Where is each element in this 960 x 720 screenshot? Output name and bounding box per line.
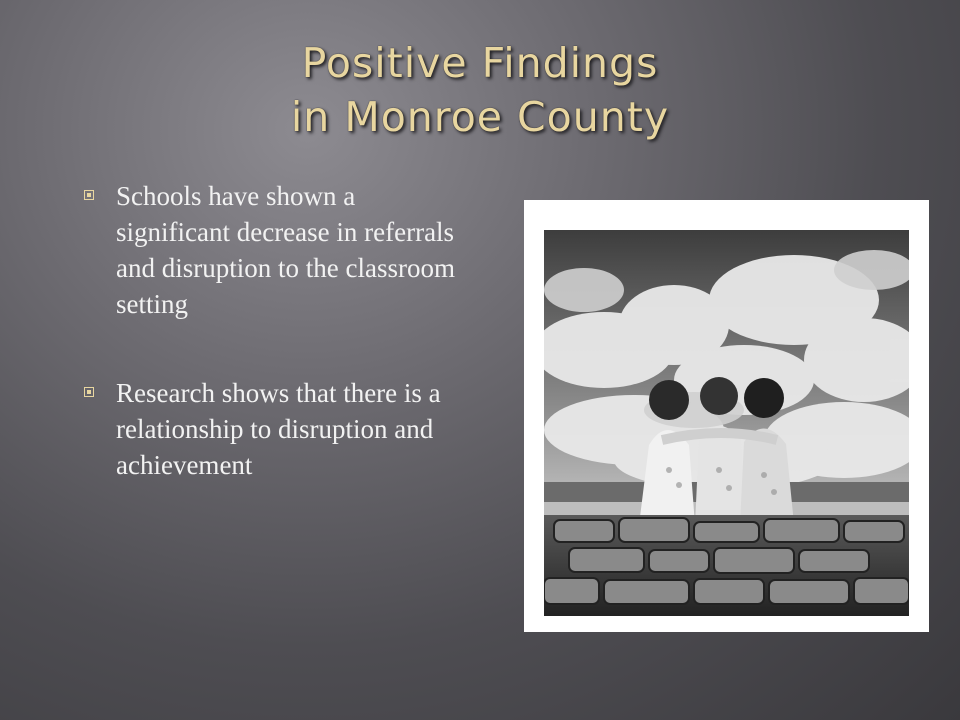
title-line-2: in Monroe County [290, 93, 670, 141]
square-bullet-icon [84, 387, 94, 397]
title-line-1: Positive Findings [301, 39, 659, 87]
bullet-text: Schools have shown a significant decrease in referrals and disruption to the classroom setting [116, 181, 455, 319]
bullet-item [84, 178, 464, 322]
children-photo-icon [544, 230, 909, 616]
photo-frame [524, 200, 929, 632]
bullet-text: Research shows that there is a relationship to disruption and achievement [116, 378, 441, 480]
bullet-list [84, 178, 464, 536]
bullet-item [84, 375, 464, 483]
square-bullet-icon [84, 190, 94, 200]
slide-title [210, 36, 750, 144]
